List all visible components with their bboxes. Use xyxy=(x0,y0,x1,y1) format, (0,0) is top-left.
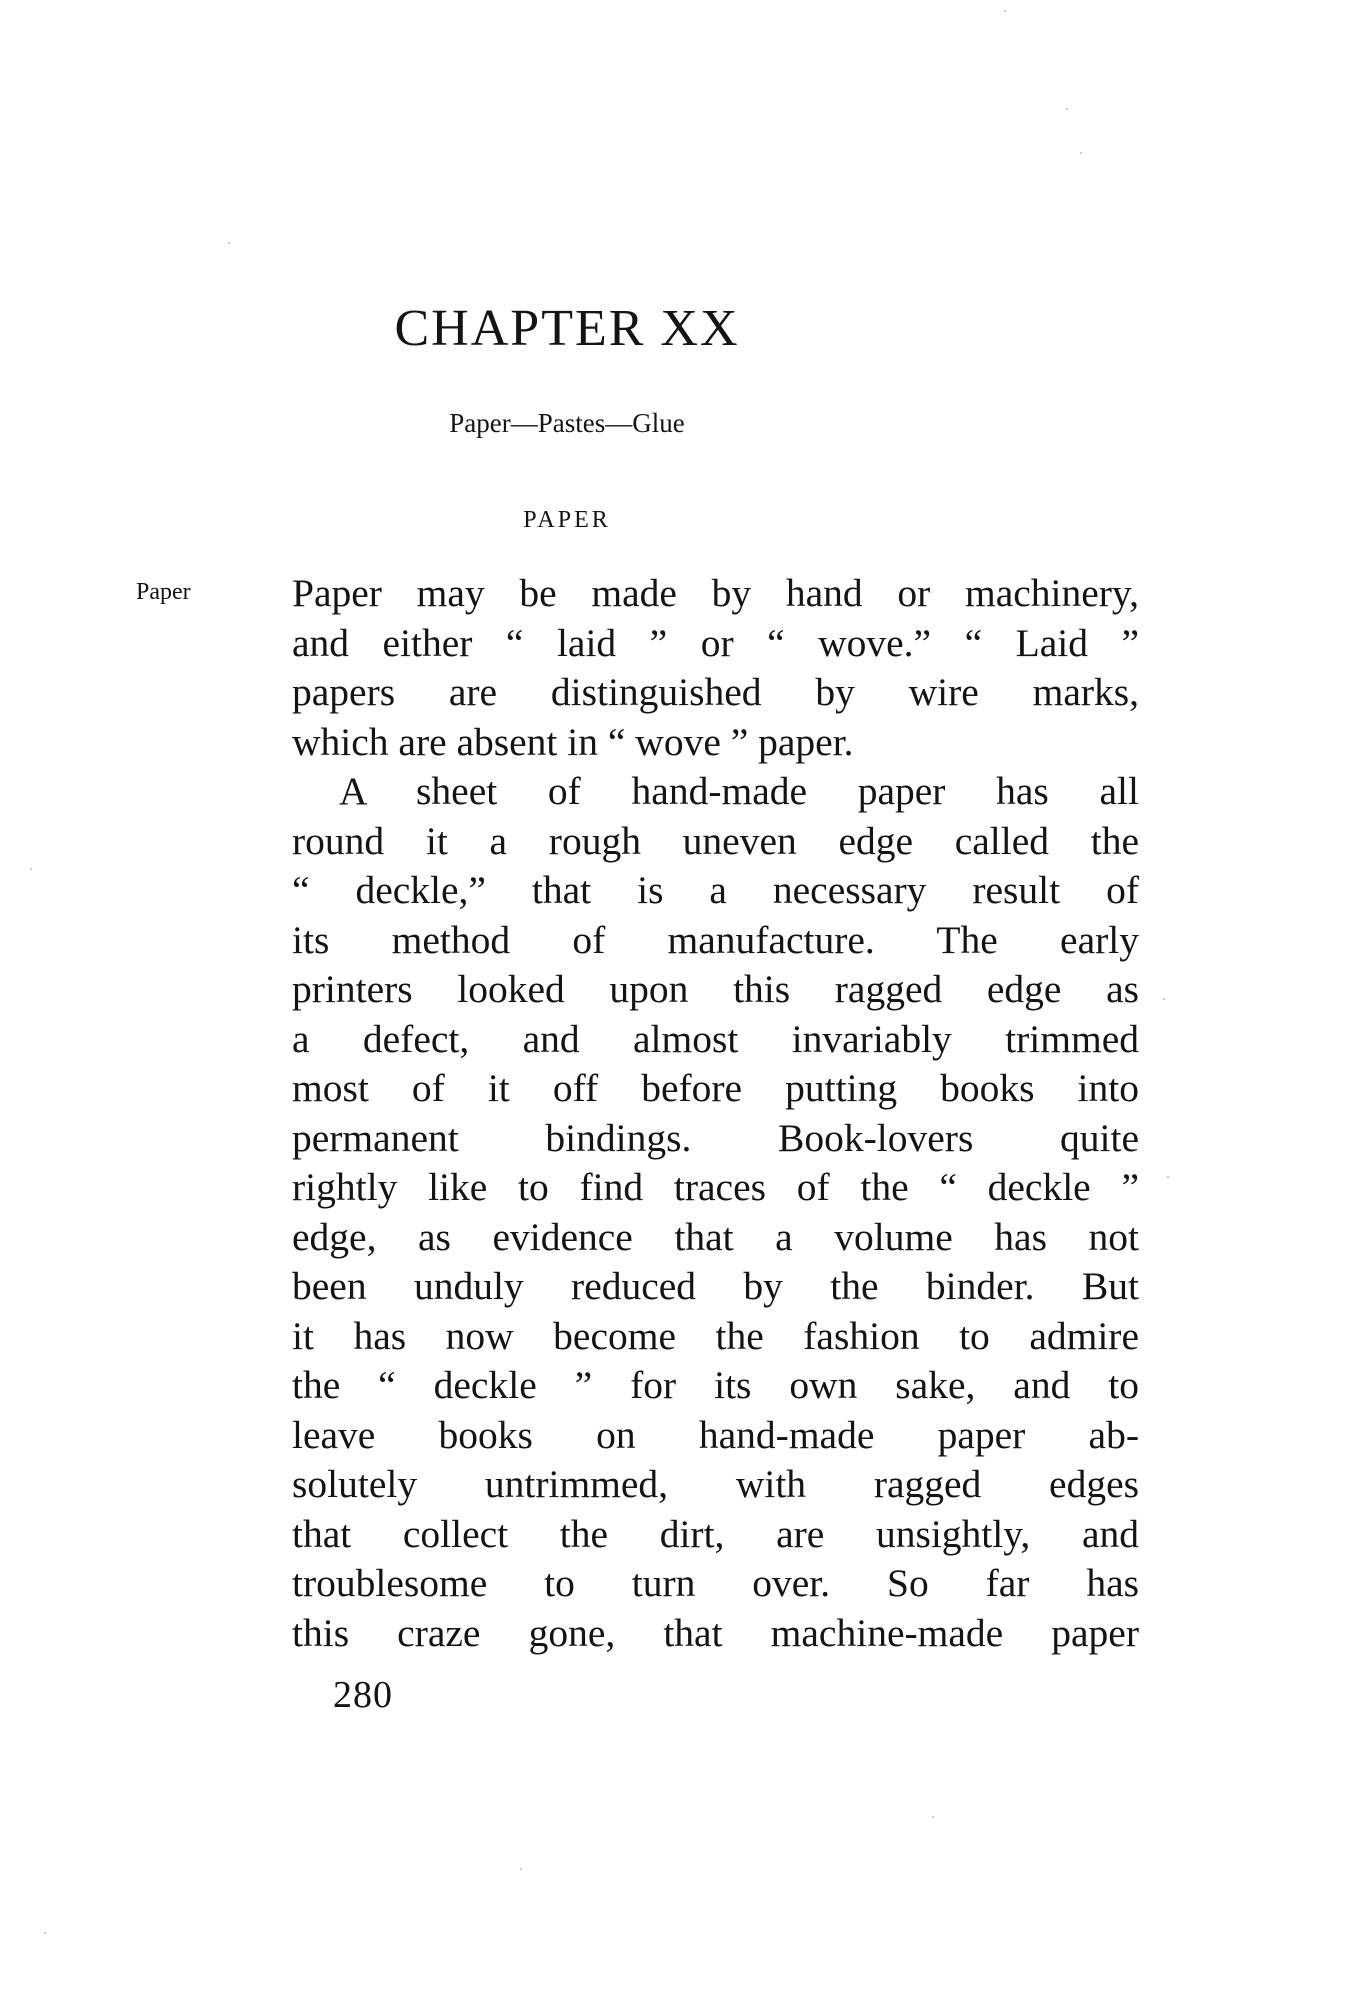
text-line: round it a rough uneven edge called the xyxy=(292,818,1139,863)
text-line: A sheet of hand-made paper has all xyxy=(339,769,1139,813)
speck xyxy=(1163,998,1165,1000)
text-line: leave books on hand-made paper ab- xyxy=(292,1412,1139,1457)
text-line: solutely untrimmed, with ragged edges xyxy=(292,1462,1139,1506)
text-line: rightly like to find traces of the “ deckle ” xyxy=(292,1165,1139,1209)
page-number: 280 xyxy=(333,1674,393,1716)
text-line: that collect the dirt, are unsightly, and xyxy=(292,1511,1139,1556)
text-line: the “ deckle ” for its own sake, and to xyxy=(292,1363,1139,1407)
body-text xyxy=(292,569,1139,1658)
text-line: a defect, and almost invariably trimmed xyxy=(292,1016,1139,1061)
text-line: edge, as evidence that a volume has not xyxy=(292,1214,1139,1259)
text-line: been unduly reduced by the binder. But xyxy=(292,1264,1139,1308)
chapter-title: CHAPTER XX xyxy=(394,300,740,357)
speck xyxy=(30,868,32,870)
speck xyxy=(932,1816,934,1818)
text-line: its method of manufacture. The early xyxy=(292,917,1139,962)
text-line: papers are distinguished by wire marks, xyxy=(292,670,1139,714)
text-line: troublesome to turn over. So far has xyxy=(292,1561,1139,1605)
chapter-subtitle: Paper—Pastes—Glue xyxy=(449,408,685,438)
text-line: most of it off before putting books into xyxy=(292,1066,1139,1110)
speck xyxy=(1167,1176,1169,1178)
speck xyxy=(44,1932,46,1934)
section-heading: PAPER xyxy=(523,507,611,533)
text-line: which are absent in “ wove ” paper. xyxy=(292,719,854,764)
speck xyxy=(1004,10,1006,12)
speck xyxy=(520,1868,522,1870)
text-line: “ deckle,” that is a necessary result of xyxy=(292,868,1139,912)
text-line: it has now become the fashion to admire xyxy=(292,1313,1139,1358)
speck xyxy=(1080,152,1082,154)
text-line: Paper may be made by hand or machinery, xyxy=(292,571,1139,615)
speck xyxy=(1066,108,1068,110)
text-line: permanent bindings. Book-lovers quite xyxy=(292,1115,1139,1160)
speck xyxy=(228,242,230,244)
text-line: printers looked upon this ragged edge as xyxy=(292,967,1139,1011)
text-line: and either “ laid ” or “ wove.” “ Laid ” xyxy=(292,620,1139,665)
text-line: this craze gone, that machine-made paper xyxy=(292,1610,1139,1655)
margin-note: Paper xyxy=(136,579,191,605)
